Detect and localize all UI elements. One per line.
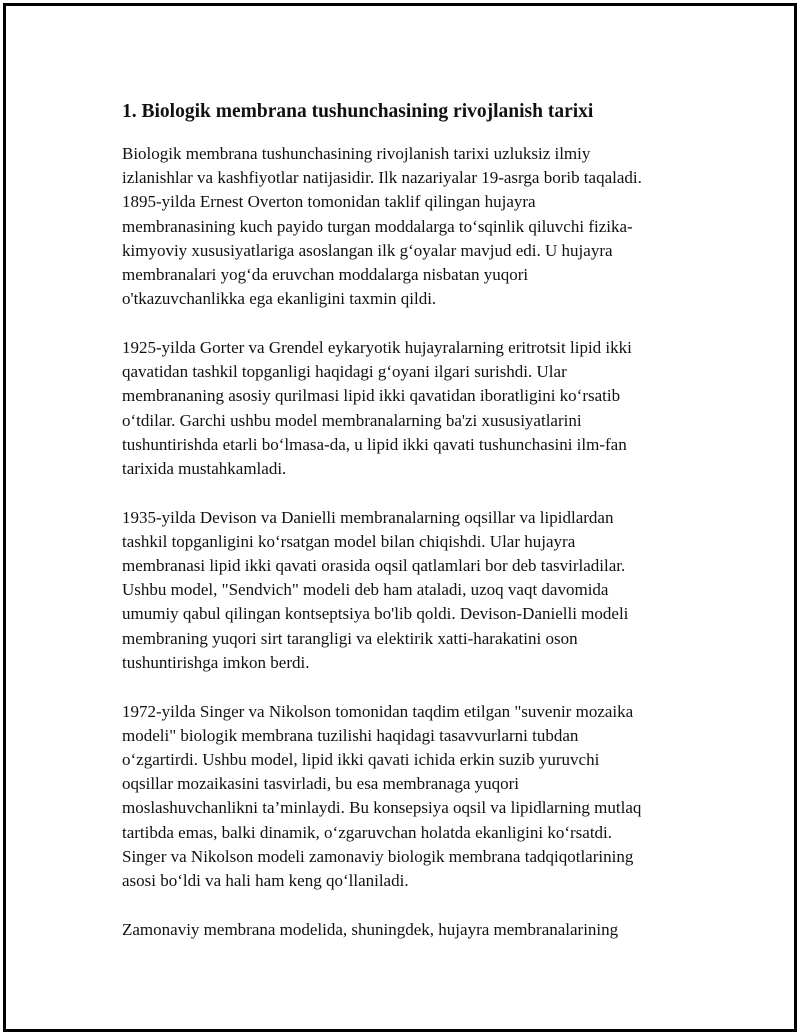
text-line: 1972-yilda Singer va Nikolson tomonidan taqdim etilgan "suvenir mozaika (122, 701, 634, 721)
page-frame (3, 3, 797, 1032)
text-line: izlanishlar va kashfiyotlar natijasidir. Ilk nazariyalar 19-asrga borib taqaladi. (122, 168, 642, 188)
text-line: membraning yuqori sirt tarangligi va elektirik xatti-harakatini oson (122, 628, 578, 648)
text-line: o‘zgartirdi. Ushbu model, lipid ikki qavati ichida erkin suzib yuruvchi (122, 749, 600, 769)
text-line: tushuntirishga imkon berdi. (122, 652, 310, 672)
text-line: Zamonaviy membrana modelida, shuningdek, hujayra membranalarining (122, 919, 619, 939)
text-line: asosi bo‘ldi va hali ham keng qo‘llaniladi. (122, 870, 409, 890)
text-line: membrananing asosiy qurilmasi lipid ikki qavatidan iboratligini ko‘rsatib (122, 386, 621, 406)
text-line: o'tkazuvchanlikka ega ekanligini taxmin qildi. (122, 289, 437, 309)
text-line: tushuntirishda etarli bo‘lmasa-da, u lipid ikki qavati tushunchasini ilm-fan (122, 434, 627, 454)
text-line: membranasi lipid ikki qavati orasida oqsil qatlamlari bor deb tasvirladilar. (122, 556, 626, 576)
paragraph-5 (122, 918, 692, 942)
text-line: Singer va Nikolson modeli zamonaviy biologik membrana tadqiqotlarining (122, 846, 634, 866)
paragraph-3 (122, 506, 692, 675)
text-line: qavatidan tashkil topganligi haqidagi g‘oyani ilgari surishdi. Ular (122, 362, 567, 382)
text-line: Biologik membrana tushunchasining rivojlanish tarixi uzluksiz ilmiy (122, 144, 591, 163)
text-line: tashkil topganligini ko‘rsatgan model bilan chiqishdi. Ular hujayra (122, 531, 576, 551)
text-line: membranalari yog‘da eruvchan moddalarga nisbatan yuqori (122, 265, 529, 285)
text-line: tartibda emas, balki dinamik, o‘zgaruvchan holatda ekanligini ko‘rsatdi. (122, 822, 613, 842)
text-line: 1895-yilda Ernest Overton tomonidan taklif qilingan hujayra (122, 192, 536, 212)
text-line: tarixida mustahkamladi. (122, 458, 287, 478)
text-line: kimyoviy xususiyatlariga asoslangan ilk g‘oyalar mavjud edi. U hujayra (122, 240, 613, 260)
text-line: moslashuvchanlikni ta’minlaydi. Bu konsepsiya oqsil va lipidlarning mutlaq (122, 798, 642, 818)
text-line: umumiy qabul qilingan kontseptsiya bo'lib qoldi. Devison-Danielli modeli (122, 604, 629, 624)
text-line: 1935-yilda Devison va Danielli membranalarning oqsillar va lipidlardan (122, 507, 614, 527)
paragraph-4 (122, 700, 692, 894)
text-line: o‘tdilar. Garchi ushbu model membranalarning ba'zi xususiyatlarini (122, 410, 582, 430)
text-line: Ushbu model, "Sendvich" modeli deb ham ataladi, uzoq vaqt davomida (122, 580, 609, 600)
text-line: membranasining kuch payido turgan moddalarga to‘sqinlik qiluvchi fizika- (122, 216, 633, 236)
document-body (122, 98, 692, 966)
text-line: modeli" biologik membrana tuzilishi haqidagi tasavvurlarni tubdan (122, 725, 579, 745)
text-line: 1925-yilda Gorter va Grendel eykaryotik hujayralarning eritrotsit lipid ikki (122, 337, 632, 357)
paragraph-1 (122, 142, 692, 311)
text-line: oqsillar mozaikasini tasvirladi, bu esa membranaga yuqori (122, 774, 520, 794)
section-heading: 1. Biologik membrana tushunchasining rivojlanish tarixi (122, 101, 594, 122)
paragraph-2 (122, 336, 692, 481)
